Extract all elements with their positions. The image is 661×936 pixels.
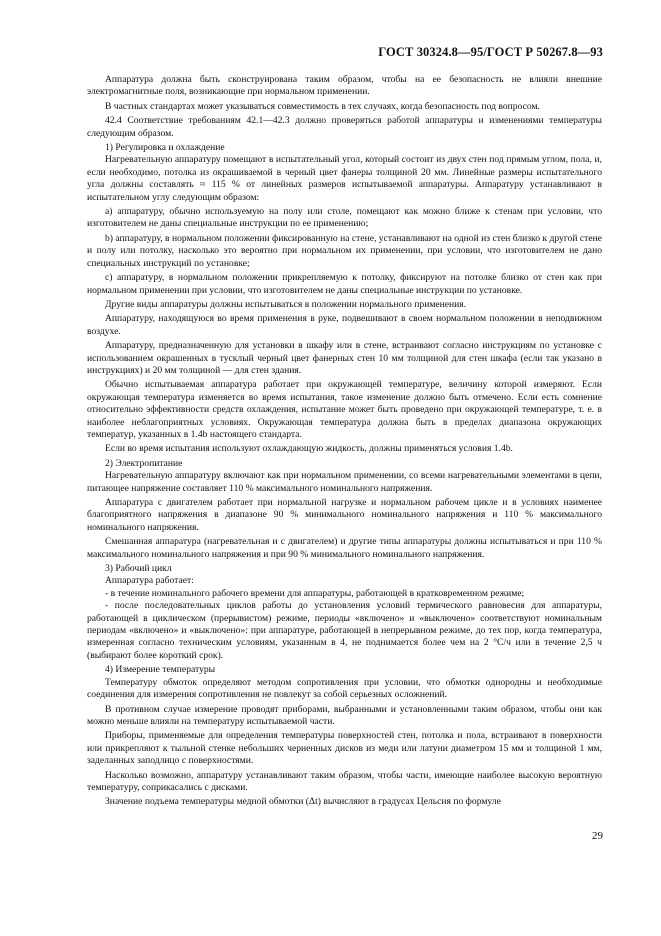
section-heading: 1) Регулировка и охлаждение bbox=[105, 142, 225, 154]
paragraph: Аппаратура с двигателем работает при нормальной нагрузке и нормальном рабочем цикле и в условиях наименее благоприятного напряжения в диапазоне 90 % минимального номинального напряжения и 110 % максимального номинального напряжения. bbox=[87, 497, 602, 533]
paragraph: Температуру обмоток определяют методом сопротивления при условии, что обмотки однородны и необходимые соединения для измерения сопротивления не повлекут за собой серьезных осложнений. bbox=[87, 676, 602, 701]
paragraph: Аппаратуру, находящуюся во время применения в руке, подвешивают в своем нормальном положении в неподвижном воздухе. bbox=[87, 313, 602, 337]
paragraph: 42.4 Соответствие требованиям 42.1—42.3 должно проверяться работой аппаратуры и изменениями температуры следующим образом. bbox=[87, 115, 602, 139]
section-heading: 2) Электропитание bbox=[105, 457, 183, 469]
paragraph: Обычно испытываемая аппаратура работает при окружающей температуре, величину которой измеряют. Если окружающая температура изменяется во время испытания, такое изменение должно быть отмечено. Если есть сомнение относительно эффективности средств охлаждения, испытание может быть проведено при окружающей температуре, т. е. в наиболее неблагоприятных условиях. Окружающая температура должна быть в пределах диапазона окружающих температур, указанных в 1.4b настоящего стандарта. bbox=[87, 379, 602, 440]
list-item: с) аппаратуру, в нормальном положении прикрепляемую к потолку, фиксируют на потолке близко от стен как при нормальном применении при условии, что изготовителем не даны специальные инструкции по установке. bbox=[87, 272, 602, 296]
paragraph: Нагревательную аппаратуру помещают в испытательный угол, который состоит из двух стен под прямым углом, пола, и, если необходимо, потолка из окрашиваемой в черный цвет фанеры толщиной 20 мм. Линейные размеры испытательного угла должны составлять ≈ 115 % от линейных размеров испытываемой аппаратуры. Аппаратуру устанавливают в испытательном углу следующим образом: bbox=[87, 154, 602, 203]
paragraph: Аппаратура работает: bbox=[105, 575, 194, 587]
paragraph: Нагревательную аппаратуру включают как при нормальном применении, со всеми нагревательными элементами в цепи, питающее напряжение составляет 110 % максимального номинального напряжения. bbox=[87, 470, 602, 494]
paragraph: Если во время испытания используют охлаждающую жидкость, должны применяться условия 1.4b. bbox=[105, 443, 513, 455]
paragraph: Значение подъема температуры медной обмотки (Δt) вычисляют в градусах Цельсия по формуле bbox=[105, 796, 501, 808]
paragraph: Аппаратуру, предназначенную для установки в шкафу или в стене, встраивают согласно инструкциям по установке с использованием окрашенных в тусклый черный цвет фанерных стен 10 мм толщиной для стен шкафа (если так указано в инструкциях) и 20 мм толщиной — для стен здания. bbox=[87, 340, 602, 376]
list-item: - в течение номинального рабочего времени для аппаратуры, работающей в кратковременном режиме; bbox=[105, 587, 525, 599]
page-number: 29 bbox=[592, 830, 603, 842]
section-heading: 3) Рабочий цикл bbox=[105, 563, 172, 575]
section-heading: 4) Измерение температуры bbox=[105, 664, 216, 676]
document-body bbox=[87, 74, 602, 811]
document-header: ГОСТ 30324.8—95/ГОСТ Р 50267.8—93 bbox=[378, 45, 603, 59]
paragraph: Другие виды аппаратуры должны испытываться в положении нормального применения. bbox=[105, 298, 467, 310]
list-item: - после последовательных циклов работы до установления условий термического равновесия для аппаратуры, работающей в циклическом (прерывистом) режиме, периоды «включено» и «выключено» соответствуют номинальным периодам «включено» и «выключено»: при аппаратуре, работающей в непрерывном режиме, до тех пор, когда температура, измеренная согласно техническим условиям, указанным в 4, не поднимается более чем на 2 °С/ч или в течение 2,5 ч (выбирают более короткий срок). bbox=[87, 600, 602, 661]
paragraph: В частных стандартах может указываться совместимость в тех случаях, когда безопасность под вопросом. bbox=[105, 100, 540, 112]
list-item: а) аппаратуру, обычно используемую на полу или столе, помещают как можно ближе к стенам при условии, что изготовителем не даны специальные инструкции по ее применению; bbox=[87, 206, 602, 230]
paragraph: Насколько возможно, аппаратуру устанавливают таким образом, чтобы части, имеющие наиболее высокую вероятную температуру, соприкасались с дисками. bbox=[87, 769, 602, 793]
paragraph: В противном случае измерение проводят приборами, выбранными и установленными таким образом, чтобы они как можно меньше влияли на температуру испытываемой части. bbox=[87, 703, 602, 727]
list-item: b) аппаратуру, в нормальном положении фиксированную на стене, устанавливают на одной из стен близко к другой стене и полу или потолку, насколько это вероятно при нормальном их применении, при условии, что изготовителем не дано специальных инструкций по установке; bbox=[87, 232, 602, 269]
paragraph: Аппаратура должна быть сконструирована таким образом, чтобы на ее безопасность не влияли внешние электромагнитные поля, возникающие при нормальном применении. bbox=[87, 74, 602, 98]
paragraph: Приборы, применяемые для определения температуры поверхностей стен, потолка и пола, встраивают в поверхности или прикрепляют к тыльной стенке небольших черненных дисков из меди или латуни диаметром 15 мм и толщиной 1 мм, заделанных заподлицо с поверхностями. bbox=[87, 730, 602, 767]
paragraph: Смешанная аппаратура (нагревательная и с двигателем) и другие типы аппаратуры должны испытываться и при 110 % максимального номинального напряжения и при 90 % минимального номинального напряжения. bbox=[87, 536, 602, 560]
